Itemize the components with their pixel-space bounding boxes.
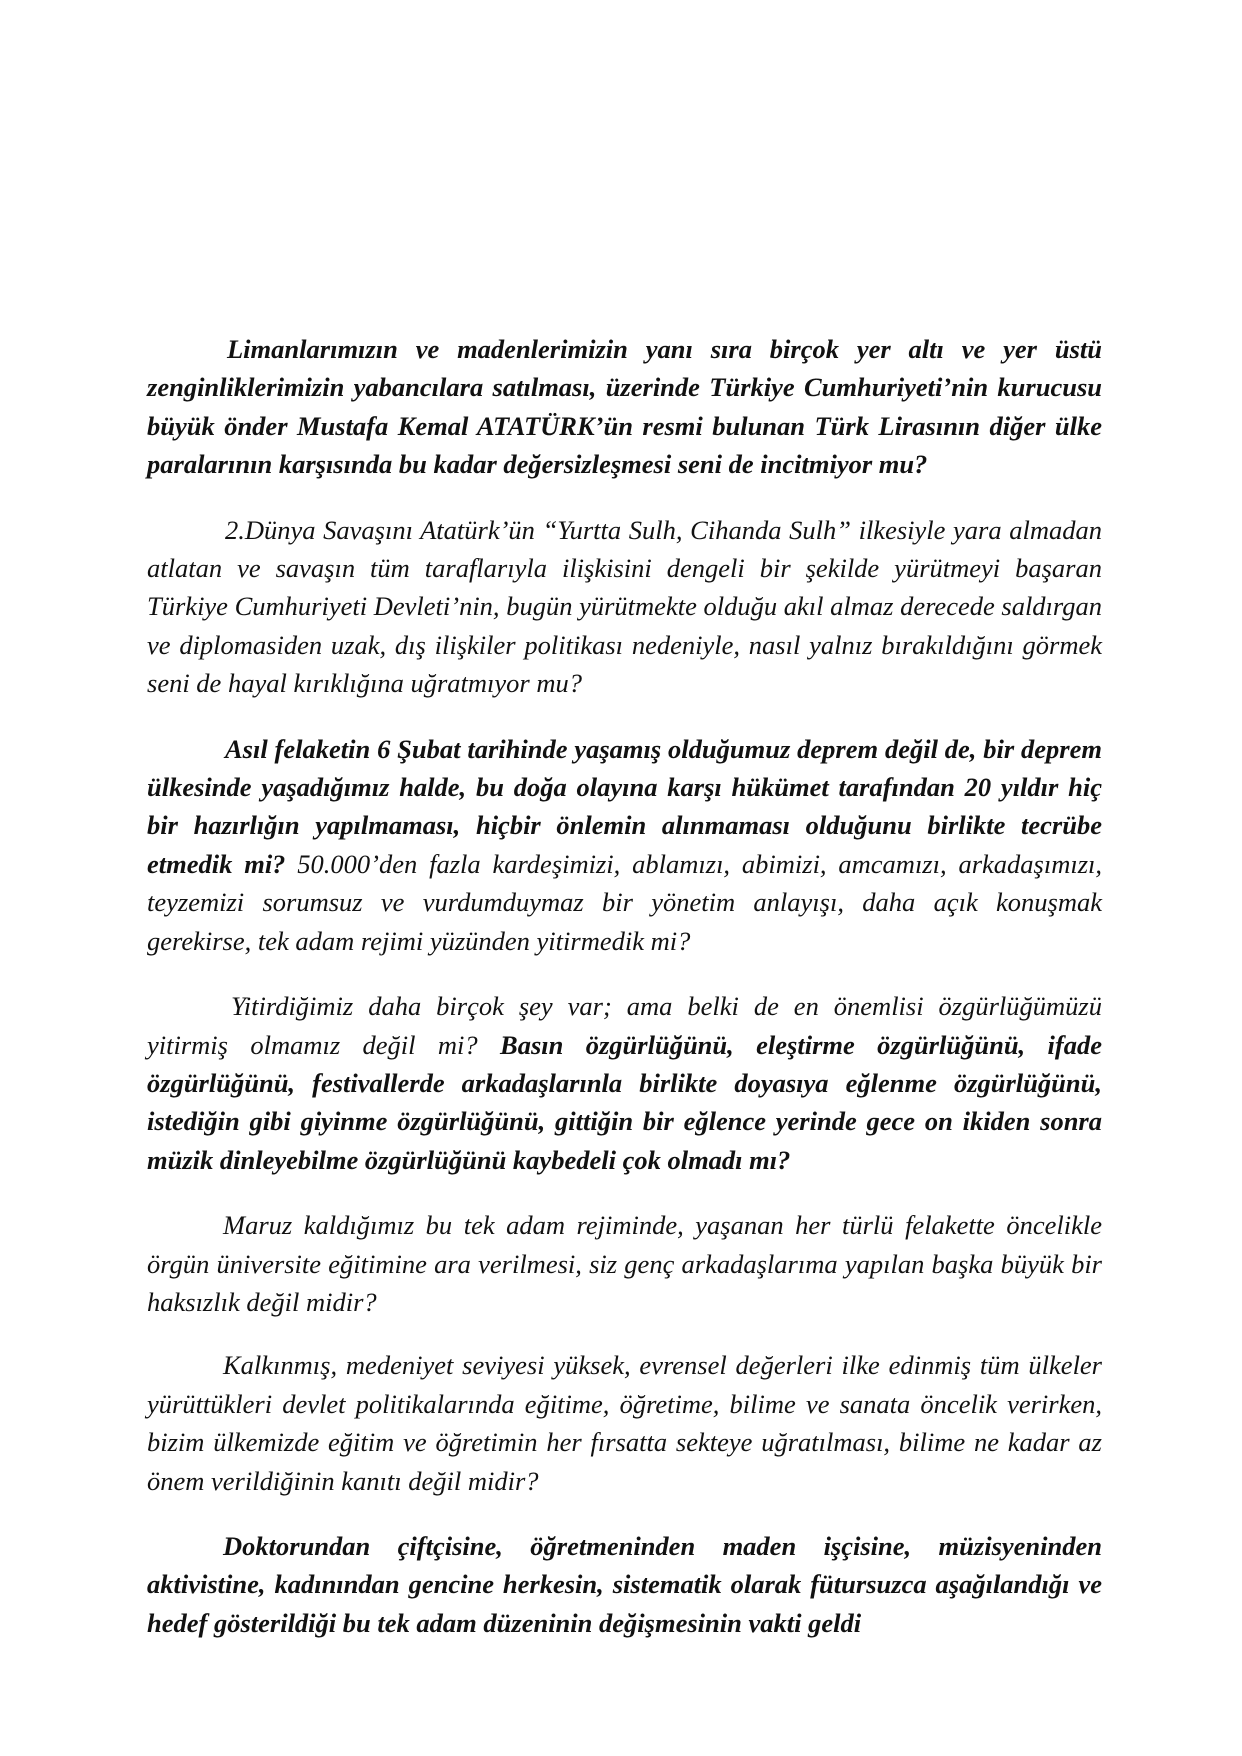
paragraph-7-bold: Doktorundan çiftçisine, öğretmeninden maden işçisine, müzisyeninden aktivistine, kadınından gencine herkesin, sistematik olarak fütursuzca aşağılandığı ve hedef gösterildiği bu tek adam düzeninin değişmesinin vakti geldi <box>147 1530 1102 1638</box>
paragraph-6 <box>147 1346 1102 1500</box>
paragraph-4 <box>147 987 1102 1179</box>
paragraph-1-bold: Limanlarımızın ve madenlerimizin yanı sıra birçok yer altı ve yer üstü zenginliklerimizin yabancılara satılması, üzerinde Türkiye Cumhuriyeti’nin kurucusu büyük önder Mustafa Kemal ATATÜRK’ün resmi bulunan Türk Lirasının diğer ülke paralarının karşısında bu kadar değersizleşmesi seni de incitmiyor mu? <box>147 334 1102 480</box>
paragraph-5 <box>147 1206 1102 1321</box>
paragraph-5-text: Maruz kaldığımız bu tek adam rejiminde, yaşanan her türlü felakette öncelikle örgün üniversite eğitimine ara verilmesi, siz genç arkadaşlarıma yapılan başka büyük bir haksızlık değil midir? <box>147 1210 1102 1317</box>
paragraph-4-bold: Basın özgürlüğünü, eleştirme özgürlüğünü, ifade özgürlüğünü, festivallerde arkadaşlarınla birlikte doyasıya eğlenme özgürlüğünü, istediğin gibi giyinme özgürlüğünü, gittiğin bir eğlence yerinde gece on ikiden sonra müzik dinleyebilme özgürlüğünü kaybedeli çok olmadı mı? <box>147 1029 1102 1175</box>
paragraph-6-text: Kalkınmış, medeniyet seviyesi yüksek, evrensel değerleri ilke edinmiş tüm ülkeler yürüttükleri devlet politikalarında eğitime, öğretime, bilime ve sanata öncelik verirken, bizim ülkemizde eğitim ve öğretimin her fırsatta sekteye uğratılması, bilime ne kadar az önem verildiğinin kanıtı değil midir? <box>147 1350 1102 1496</box>
paragraph-7 <box>147 1527 1102 1642</box>
paragraph-1 <box>147 330 1102 484</box>
paragraph-3-bold: Asıl felaketin 6 Şubat tarihinde yaşamış olduğumuz deprem değil de, bir deprem ülkesinde yaşadığımız halde, bu doğa olayına karşı hükümet tarafından 20 yıldır hiç bir hazırlığın yapılmaması, hiçbir önlemin alınmaması olduğunu birlikte tecrübe etmedik mi? <box>147 733 1102 879</box>
paragraph-2-text: 2.Dünya Savaşını Atatürk’ün “Yurtta Sulh, Cihanda Sulh” ilkesiyle yara almadan atlatan ve savaşın tüm taraflarıyla ilişkisini dengeli bir şekilde yürütmeyi başaran Türkiye Cumhuriyeti Devleti’nin, bugün yürütmekte olduğu akıl almaz derecede saldırgan ve diplomasiden uzak, dış ilişkiler politikası nedeniyle, nasıl yalnız bırakıldığını görmek seni de hayal kırıklığına uğratmıyor mu? <box>147 514 1102 699</box>
document-page <box>147 330 1102 1669</box>
paragraph-4-text: Yitirdiğimiz daha birçok şey var; ama belki de en önemlisi özgürlüğümüzü yitirmiş olmamız değil mi? <box>147 991 1102 1060</box>
paragraph-3 <box>147 730 1102 960</box>
paragraph-2 <box>147 511 1102 703</box>
paragraph-3-text: 50.000’den fazla kardeşimizi, ablamızı, abimizi, amcamızı, arkadaşımızı, teyzemizi sorumsuz ve vurdumduymaz bir yönetim anlayışı, daha açık konuşmak gerekirse, tek adam rejimi yüzünden yitirmedik mi? <box>147 848 1102 956</box>
